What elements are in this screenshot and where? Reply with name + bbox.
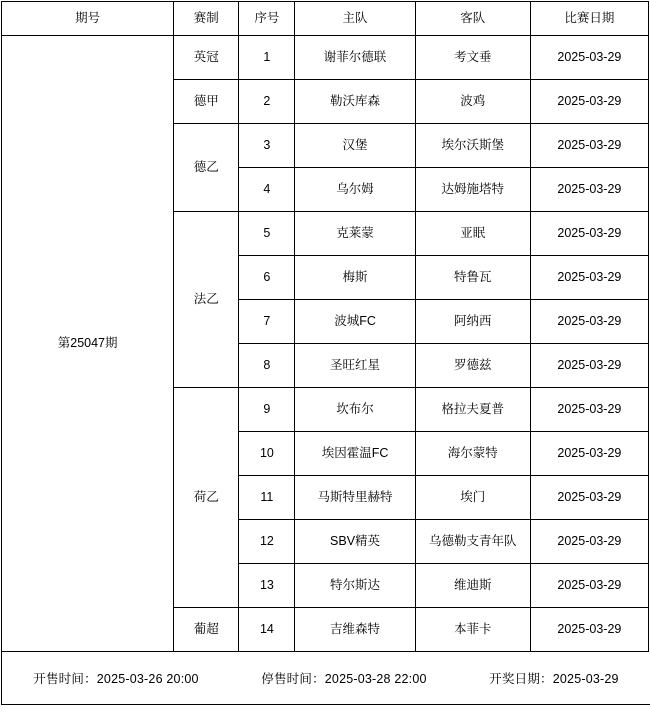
table-body bbox=[2, 36, 649, 652]
match-home: 克莱蒙 bbox=[295, 212, 415, 256]
match-home: 乌尔姆 bbox=[295, 168, 415, 212]
match-seq: 7 bbox=[239, 300, 295, 344]
league-name: 荷乙 bbox=[174, 388, 239, 608]
match-date: 2025-03-29 bbox=[530, 388, 648, 432]
match-away: 罗德兹 bbox=[415, 344, 530, 388]
column-header-league: 赛制 bbox=[174, 2, 239, 36]
table-row bbox=[2, 36, 649, 80]
match-home: 波城FC bbox=[295, 300, 415, 344]
match-home: SBV精英 bbox=[295, 520, 415, 564]
match-seq: 4 bbox=[239, 168, 295, 212]
column-header-issue: 期号 bbox=[2, 2, 174, 36]
column-header-seq: 序号 bbox=[239, 2, 295, 36]
match-date: 2025-03-29 bbox=[530, 256, 648, 300]
match-date: 2025-03-29 bbox=[530, 564, 648, 608]
league-name: 德乙 bbox=[174, 124, 239, 212]
match-home: 特尔斯达 bbox=[295, 564, 415, 608]
match-home: 勒沃库森 bbox=[295, 80, 415, 124]
league-name: 葡超 bbox=[174, 608, 239, 652]
match-seq: 1 bbox=[239, 36, 295, 80]
match-away: 波鸡 bbox=[415, 80, 530, 124]
match-seq: 10 bbox=[239, 432, 295, 476]
match-seq: 12 bbox=[239, 520, 295, 564]
sale-end-time: 停售时间：2025-03-28 22:00 bbox=[261, 672, 427, 686]
table-header bbox=[2, 2, 649, 36]
league-name: 法乙 bbox=[174, 212, 239, 388]
match-away: 海尔蒙特 bbox=[415, 432, 530, 476]
match-away: 达姆施塔特 bbox=[415, 168, 530, 212]
match-date: 2025-03-29 bbox=[530, 212, 648, 256]
match-seq: 13 bbox=[239, 564, 295, 608]
column-header-home: 主队 bbox=[295, 2, 415, 36]
match-home: 圣旺红星 bbox=[295, 344, 415, 388]
match-date: 2025-03-29 bbox=[530, 432, 648, 476]
lottery-match-sheet bbox=[0, 1, 650, 720]
column-header-away: 客队 bbox=[415, 2, 530, 36]
match-seq: 11 bbox=[239, 476, 295, 520]
sale-start-time: 开售时间：2025-03-26 20:00 bbox=[33, 672, 199, 686]
match-away: 亚眠 bbox=[415, 212, 530, 256]
match-date: 2025-03-29 bbox=[530, 476, 648, 520]
match-away: 特鲁瓦 bbox=[415, 256, 530, 300]
draw-date: 开奖日期：2025-03-29 bbox=[489, 672, 619, 686]
issue-number: 第25047期 bbox=[2, 36, 174, 652]
match-away: 考文垂 bbox=[415, 36, 530, 80]
match-seq: 14 bbox=[239, 608, 295, 652]
column-header-date: 比赛日期 bbox=[530, 2, 648, 36]
match-away: 埃门 bbox=[415, 476, 530, 520]
match-away: 维迪斯 bbox=[415, 564, 530, 608]
match-date: 2025-03-29 bbox=[530, 124, 648, 168]
match-away: 乌德勒支青年队 bbox=[415, 520, 530, 564]
league-name: 英冠 bbox=[174, 36, 239, 80]
match-date: 2025-03-29 bbox=[530, 80, 648, 124]
match-home: 坎布尔 bbox=[295, 388, 415, 432]
match-home: 马斯特里赫特 bbox=[295, 476, 415, 520]
match-home: 吉维森特 bbox=[295, 608, 415, 652]
match-seq: 9 bbox=[239, 388, 295, 432]
match-away: 埃尔沃斯堡 bbox=[415, 124, 530, 168]
match-seq: 6 bbox=[239, 256, 295, 300]
match-away: 阿纳西 bbox=[415, 300, 530, 344]
match-seq: 3 bbox=[239, 124, 295, 168]
match-date: 2025-03-29 bbox=[530, 520, 648, 564]
match-seq: 5 bbox=[239, 212, 295, 256]
match-home: 汉堡 bbox=[295, 124, 415, 168]
match-seq: 2 bbox=[239, 80, 295, 124]
table-header-row bbox=[2, 2, 649, 36]
match-date: 2025-03-29 bbox=[530, 168, 648, 212]
league-name: 德甲 bbox=[174, 80, 239, 124]
match-date: 2025-03-29 bbox=[530, 36, 648, 80]
match-date: 2025-03-29 bbox=[530, 608, 648, 652]
match-date: 2025-03-29 bbox=[530, 300, 648, 344]
match-home: 谢菲尔德联 bbox=[295, 36, 415, 80]
match-date: 2025-03-29 bbox=[530, 344, 648, 388]
match-home: 埃因霍温FC bbox=[295, 432, 415, 476]
match-away: 本菲卡 bbox=[415, 608, 530, 652]
sheet-footer bbox=[1, 652, 650, 705]
match-seq: 8 bbox=[239, 344, 295, 388]
match-home: 梅斯 bbox=[295, 256, 415, 300]
match-table bbox=[1, 1, 649, 652]
match-away: 格拉夫夏普 bbox=[415, 388, 530, 432]
